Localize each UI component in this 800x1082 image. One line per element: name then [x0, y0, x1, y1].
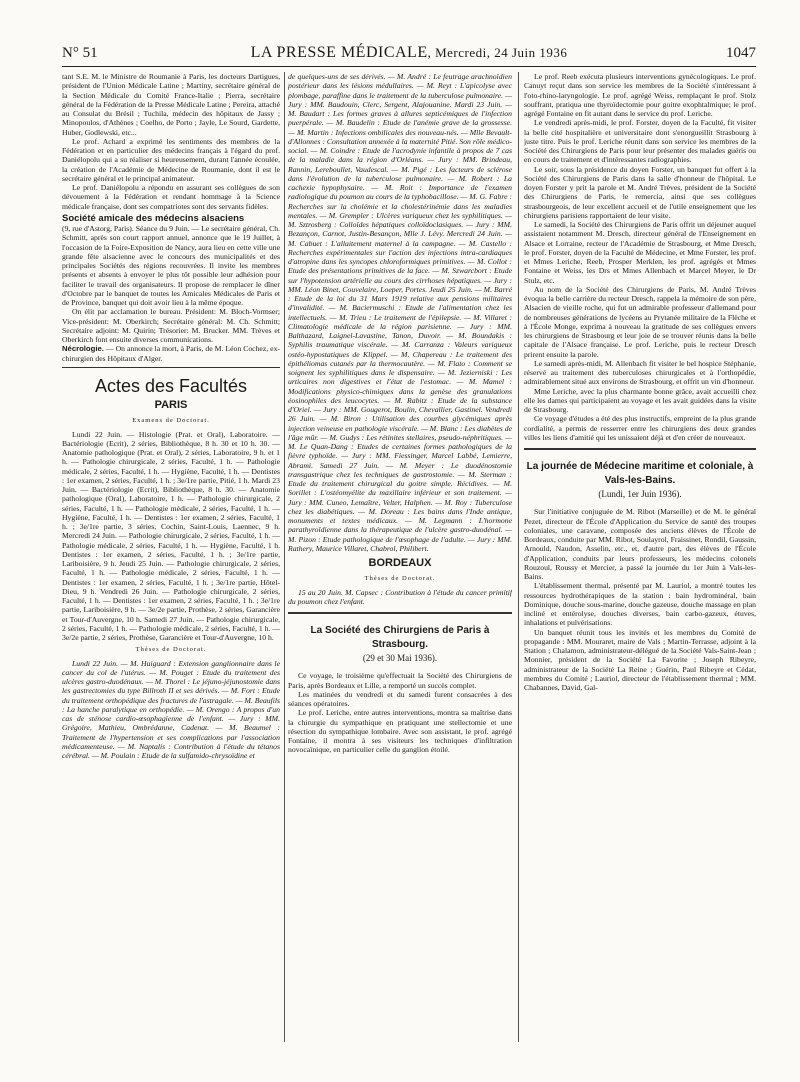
article-title: La Société des Chirurgiens de Paris à Strasbourg. [310, 625, 490, 650]
theses-subheading: Thèses de Doctorat. [364, 575, 436, 583]
paragraph: Le samedi, la Société des Chirurgiens de Paris offrit un déjeuner auquel assistaient notamment M. Dresch, directeur général de l'Enseignement en Alsace et Lorraine, recteur de l'Académie de Strasbourg, et Mme Dresch, le prof. Forster, doyen de la Faculté de Médecine, et Mme Forster, les prof. et Mmes Leriche, Reeb, Prosper Merklen, les prof. agrégés et Mmes Fontaine et Weiss, les Drs et Mmes Allenbach et Marcel Meyer, le Dr Stulz, etc. [524, 220, 756, 285]
paragraph: Lundi 22 Juin. — Histologie (Prat. et Oral), Laboratoire. — Bactériologie (Ecrit), 2 séries, Bibliothèque, 8 h. 30 et 10 h. 30. — Anatomie pathologique (Prat. et Oral), 2 séries, Laboratoire, 9 h. et 1 h. — Pathologie chirurgicale, 2 séries, Faculté, 1 h. — Pathologie médicale, 2 séries, Faculté, 1 h. — Hygiène, Faculté, 1 h. — Dentistes : 1er examen, 2 séries, Faculté, 1 h. ; 3e/1re partie, Pitié, 1 h. Mardi 23 Juin. — Bactériologie (Ecrit), Bibliothèque, 8 h. 30. — Anatomie pathologique (Oral), Laboratoire, 1 h. — Pathologie chirurgicale, 2 séries, Faculté, 1 h. — Pathologie médicale, 2 séries, Faculté, 1 h. — Hygiène, Faculté, 1 h. — Dentistes : 1er examen, 2 séries, Faculté, 1 h. ; 3e/1re partie, 3 séries, Cochin, Saint-Louis, Laennec, 9 h. Mercredi 24 Juin. — Pathologie chirurgicale, 2 séries, Faculté, 1 h. — Pathologie médicale, 2 séries, Faculté, 1 h. — Hygiène, Faculté, 1 h. Dentistes : 1er examen, 2 séries, Faculté, 1 h. ; 3e/1re partie, Lariboisière, 9 h. Jeudi 25 Juin. — Pathologie chirurgicale, 2 séries, Faculté, 1 h. — Pathologie médicale, 2 séries, Faculté, 1 h. — Dentistes : 1er examen, 2 séries, Faculté, 1 h. ; 3e/1re partie, Hôtel-Dieu, 9 h. Vendredi 26 Juin. — Pathologie chirurgicale, 2 séries, Faculté, 1 h. — Dentistes : 1er examen, 2 séries, Faculté, 1 h. ; 3e/1re partie, Lariboisière, 9 h. — 3e/2e partie, Prothèse, 2 séries, Garancière et Tour-d'Auvergne, 10 h. Samedi 27 Juin. — Pathologie chirurgicale, 2 séries, Faculté, 1 h. — Pathologie médicale, 2 séries, Faculté, 1 h. — 3e/2e partie, 2 séries, Prothèse, Garancière et Tour-d'Auvergne, 10 h. [62, 429, 280, 642]
section-title: Actes des Facultés [94, 375, 248, 396]
divider [288, 612, 512, 614]
page-number: 1047 [725, 44, 756, 61]
paragraph: Ce voyage d'études a été des plus instructifs, empreint de la plus grande cordialité, a permis de resserrer entre les chirurgiens des deux grandes villes les liens d'amitié qui les unissaient déjà et d'en créer de nouveaux. [524, 414, 756, 442]
paragraph: (9, rue d'Astorg, Paris). Séance du 9 Juin. — Le secrétaire général, Ch. Schmitt, après son court rapport annuel, annonce que le 19 Juillet, à l'occasion de la Foire-Exposition de Nancy, aura lieu en cette ville une grande fête alsacienne avec le concours des municipalités et des principales Sociétés des régions recouvrées. Il invite les membres présents et absents à envoyer le plus tôt possible leur adhésion pour faciliter le travail des organisateurs. Il propose de remplacer le dîner d'Octobre par le banquet de toutes les Amicales Médicales de Paris et de Province, banquet qui doit avoir lieu à la même époque. [62, 224, 280, 307]
article-title: La journée de Médecine maritime et coloniale, à Vals-les-Bains. [526, 461, 754, 486]
divider [62, 367, 280, 368]
paragraph: Mme Leriche, avec la plus charmante bonne grâce, avait accueilli chez elle les dames qui participaient au voyage et les avait guidées dans la visite de Strasbourg. [524, 386, 756, 414]
section-heading: Société amicale des médecins alsaciens [62, 212, 245, 224]
issue-date: , Mercredi, 24 Juin 1936 [427, 45, 568, 60]
paragraph: Le prof. Achard a exprimé les sentiments des membres de la Fédération et en particulier des médecins français à l'égard du prof. Daniélopolu qui a su réaliser si heureusement, durant l'année écoulée, la création de l'Académie de Médecine de Roumanie, dont il est le secrétaire général et le principal animateur. [62, 136, 280, 183]
paragraph: On élit par acclamation le bureau. Président: M. Bloch-Vormser; Vice-président: M. Oberkirch; Secrétaire général: M. Ch. Schmitt; Secrétaire adjoint: M. Quirin; Trésorier: M. Brucker. MM. Trèves et Oberkirch font ensuite diverses communications. [62, 307, 280, 344]
paragraph: Les matinées du vendredi et du samedi furent consacrées à des séances opératoires. [288, 689, 512, 708]
column-divider [518, 72, 519, 1042]
paragraph: Le prof. Daniélopolu a répondu en assurant ses collègues de son dévouement à la Fédération et rendant hommage à la Science médicale française, dont ses compatriotes sont des servants fidèles. [62, 183, 280, 211]
paragraph: Lundi 22 Juin. — M. Huiguard : Extension ganglionnaire dans le cancer du col de l'utérus. — M. Pouget : Etude du traitement des ulcères gastro-duodénaux. — M. Thorel : Le jéjuno-jéjunostomie dans les gastrectomies du type Billroth II et ses dérivés. — M. Fort : Etude du traitement orthopédique des fractures de l'astragale. — M. Beaufils : La hanche paralytique en orthopédie. — M. Orengo : A propos d'un cas de sténose cardio-œsophagienne de l'enfant. — Jury : MM. Grégoire, Mathieu, Ombrédanne, Cadenat. — M. Beaumel : Traitement de l'hypertension et ses complications par l'association médicamenteuse. — M. Naptalis : Contribution à l'étude du tétanos cérébral. — M. Poulain : Etude de la sulfamido-chrysoïdine et [62, 658, 280, 760]
section-heading-inline: Nécrologie. [62, 344, 104, 354]
paragraph [62, 344, 280, 363]
theses-subheading: Thèses de Doctorat. [135, 646, 207, 654]
paragraph: de quelques-uns de ses dérivés. — M. André : Le feutrage arachnoïdien postérieur dans les lésions médullaires. — M. Reyt : L'apicolyse avec plombage, paraffine dans le traitement de la tuberculose pulmonaire. — Jury : MM. Baudouin, Clerc, Sergent, Alajouanine. Mardi 23 Juin. — M. Baudart : Les formes graves à allures septicémiques de l'infection puerpérale. — M. Baudelin : Etude de l'anémie grave de la grossesse. — M. Martin : Infections ombilicales des nouveau-nés. — Mlle Bevault-d'Allonnes : Consultation annexée à la maternité Pitié. Son rôle médico-social. — M. Coindre : Etude de l'acrodynie infantile à propos de 7 cas de la maladie dans la région d'Orléans. — Jury : MM. Brindeau, Rannin, Lereboullet, Vaudescal. — M. Pigé : Les facteurs de sclérose dans l'évolution de la tuberculose pulmonaire. — M. Robert : La cachexie hypophysaire. — M. Roit : Importance de l'examen radiologique du poumon au cours de la typhobacillose. — M. G. Fabre : Recherches sur la cholémie et la cholestérinémie dans les maladies mentales. — M. Grempler : Ulcères variqueux chez les syphilitiques. — M. Sztrosberg : Colloïdes hépatiques colloïdoclasiques. — Jury : MM. Bezançon, Carnot, Justin-Besançon, Mlle J. Lévy. Mercredi 24 Juin. — M. Cabuet : L'allaitement maternel à la campagne. — M. Castello : Recherches expérimentales sur l'action des injections intra-cardiaques d'atropine dans les syncopes chloroformiques primitives. — M. Collot : Etude des présentations primitives de la face. — M. Szwarcbort : Etude sur l'hypotension artérielle au cours des cirrhoses hépatiques. — Jury : MM. Léon Binet, Couvelaire, Loeper, Portes. Jeudi 25 Juin. — M. Barré : Etude de la loi du 31 Mars 1919 relative aux pensions militaires d'invalidité. — M. Baciermuschi : Etude de l'alimentation chez les intellectuels. — M. Trieu : Le traitement de l'épilepsie. — M. Villaret : Climatologie médicale de la région parisienne. — Jury : MM. Balthazard, Laignel-Lavastine, Tanon, Duvoir. — M. Boundakis : Syphilis traumatique viscérale. — M. Carranza : Valeurs variqueux ostéo-hypostatiques de Klippel. — M. Chapereau : Le traitement des épithéliomas cutanés par la thermocautère. — M. Flato : Comment se soignent les syphilitiques dans le dispensaire. — M. Jezierniski : Les urticaires non digestives et l'état de l'estomac. — M. Mamel : Modifications physico-chimiques dans la genèse des granulations éosinophiles des leucocytes. — M. Rabitz : Etude de la substance d'Oriel. — Jury : MM. Gougerot, Boulin, Chevallier, Gastinel. Vendredi 26 Juin. — M. Biron : Utilisation des courbes glycémiques après injection veineuse en pathologie viscérale. — M. Blanc : Les diabètes de l'âge mûr. — M. Gudys : Les rétinites stellaires, pseudo-néphritiques. — M. Le Quan-Dang : Etudes de certaines formes pathologiques de la fièvre typhoïde. — Jury : MM. Fiessinger, Marcel Labbé, Lemierre, Abrami. Samedi 27 Juin. — M. Meyer : Le duodénostomie transgastrique chez les techniques de gastrostomie. — M. Sterman : Etude du traitement chirurgical du goitre simple. Récidives. — M. Sorillet : L'ostéomyélite du maxillaire inférieur et son traitement. — Jury : MM. Cuneo, Lemaître, Velter, Halphen. — M. Roy : Tuberculose chez les diabétiques. — M. Doreau : Les bains dans l'Inde antique, monuments et textes médicaux. — M. Legmann : L'hormone parathyroïdienne dans la thérapeutique de l'ulcère gastro-duodénal. — M. Pizon : Etude pathologique de l'œsophage de l'adulte. — Jury : MM. Rathery, Maurice Villaret, Chabrol, Philibert. [288, 72, 512, 553]
city-heading: BORDEAUX [368, 557, 432, 569]
exam-subheading: Examens de Doctorat. [132, 417, 210, 425]
paragraph: Au nom de la Société des Chirurgiens de Paris, M. André Trèves évoqua la belle carrière du recteur Dresch, rappela la mémoire de son père, Alsacien de vieille roche, qui fut un admirable professeur d'allemand pour de nombreuses générations de lycéens au Prytanée militaire de la Flèche et à l'École Monge, exprima à nouveau la gratitude de ses collègues envers les chirurgiens de Strasbourg et leur joie de se trouver réunis dans la belle capitale de l'Alsace française. Le prof. Leriche, puis le recteur Dresch prirent ensuite la parole. [524, 284, 756, 359]
article-date: (Lundi, 1er Juin 1936). [598, 489, 682, 499]
paragraph: Le prof. Leriche, entre autres interventions, montra sa maîtrise dans la chirurgie du sympathique en pratiquant une stellectomie et une résection du sympathique lombaire. Avec son assistant, le prof. agrégé Fontaine, il montra à ses visiteurs les techniques d'infiltration novocaïnique, en particulier celle du ganglion étoilé. [288, 708, 512, 755]
paragraph: Sur l'initiative conjuguée de M. Ribot (Marseille) et de M. le général Pezet, directeur de l'École d'Application du Service de santé des troupes coloniales, une caravane, composée des anciens élèves de l'École de Bordeaux, conduite par MM. Ribot, Soulayrol, Fraissinet, Rondil, Gaussin, Arnould, Naudon, Asselin, etc., et, d'autre part, des élèves de l'École d'Application, conduits par leurs professeurs, les médecins colonels Rouzoul, Roussy et Mercier, a passé la journée du 1er Juin à Vals-les-Bains. [524, 507, 756, 581]
paragraph: Le samedi après-midi, M. Allenbach fit visiter le bel hospice Stéphanie, réservé au traitement des tuberculoses chirurgicales et à l'orthopédie, admirablement situé aux environs de Strasbourg, et offrit un vin d'honneur. [524, 358, 756, 387]
issue-number: N° 51 [62, 44, 98, 61]
necrology-text: — On annonce la mort, à Paris, de M. Léon Cochez, ex-chirurgien des Hôpitaux d'Alger. [62, 344, 280, 363]
page-header [62, 42, 756, 64]
journal-name: LA PRESSE MÉDICALE [250, 44, 428, 61]
paragraph: L'établissement thermal, présenté par M. Lauriol, a montré toutes les ressources hydrothérapiques de la station : bain hydrominéral, bain Dominique, douche sous-marine, douche gazeuse, douche massage en plan incliné et entérolyse, douches diverses, bain carbo-gazeux, étuves, inhalations et pulvérisations. [524, 581, 756, 628]
column-middle [288, 72, 512, 1040]
divider [524, 448, 756, 450]
article-date: (29 et 30 Mai 1936). [362, 653, 438, 663]
city-heading: PARIS [154, 399, 188, 411]
paragraph: Ce voyage, le troisième qu'effectuait la Société des Chirurgiens de Paris, après Bordeaux et Lille, a remporté un succès complet. [288, 671, 512, 690]
header-rule [62, 66, 756, 67]
paragraph: Le prof. Reeb exécuta plusieurs interventions gynécologiques. Le prof. Canuyt reçut dans son service les membres de la Société s'intéressant à l'oto-rhino-laryngologie. Le prof. agrégé Weiss, remplaçant le prof. Stolz souffrant, pratiqua une thyroïdectomie pour goitre exophtalmique; le prof. agrégé Fontaine en fit autant dans le service du prof. Leriche. [524, 72, 756, 118]
paragraph: 15 au 20 Juin. M. Capsec : Contribution à l'étude du cancer primitif du poumon chez l'enfant. [288, 587, 512, 606]
paragraph: tant S.E. M. le Ministre de Roumanie à Paris, les docteurs Dartigues, président de l'Union Médicale Latine ; Martiny, secrétaire général de la Section Médicale du Comité France-Italie ; Pierra, secrétaire général de la Fédération de la Presse Médicale Latine ; Pereira, attaché au Consulat du Brésil ; Tuchila, médecin des hôpitaux de Jassy ; Minopoulos, d'Athènes ; Coelho, de Porto ; Jayle, Le Sourd, Gardette, Huber, Godlewski, etc... [62, 72, 280, 137]
column-divider [284, 72, 285, 1042]
paragraph: Le vendredi après-midi, le prof. Forster, doyen de la Faculté, fit visiter la belle cité hospitalière et universitaire dont s'enorgueillit Strasbourg à juste titre. Puis le prof. Leriche réunit dans son service les membres de la Société des Chirurgiens de Paris pour leur présenter des malades guéris ou en cours de traitement et d'intéressantes radiographies. [524, 118, 756, 165]
paragraph: Un banquet réunit tous les invités et les membres du Comité de propagande : MM. Mouraret, maire de Vals ; Martin-Terrasse, adjoint à la Station ; Chalamon, administrateur-délégué de la Société Vals-Saint-Jean ; Monnier, président de la Société La Favorite ; Joseph Ribeyre, administrateur de la Société La Reine ; Guérin, Paul Ribeyre et Cédat, membres du Comité ; Lauriol, directeur de l'établissement thermal ; MM. Chabannes, David, Gal- [524, 627, 756, 692]
column-left [62, 72, 280, 1040]
column-right [524, 72, 756, 1040]
journal-title [251, 44, 568, 62]
paragraph: Le soir, sous la présidence du doyen Forster, un banquet fut offert à la Société des Chirurgiens de Paris dans la salle d'honneur de l'hôpital. Le doyen Forster y prit la parole et M. André Trèves, président de la Société des Chirurgiens de Paris, le remercia, ainsi que ses collègues strasbourgeois, de leur excellent accueil et de l'utile enseignement que les chirurgiens parisiens rapportaient de leur visite. [524, 164, 756, 220]
